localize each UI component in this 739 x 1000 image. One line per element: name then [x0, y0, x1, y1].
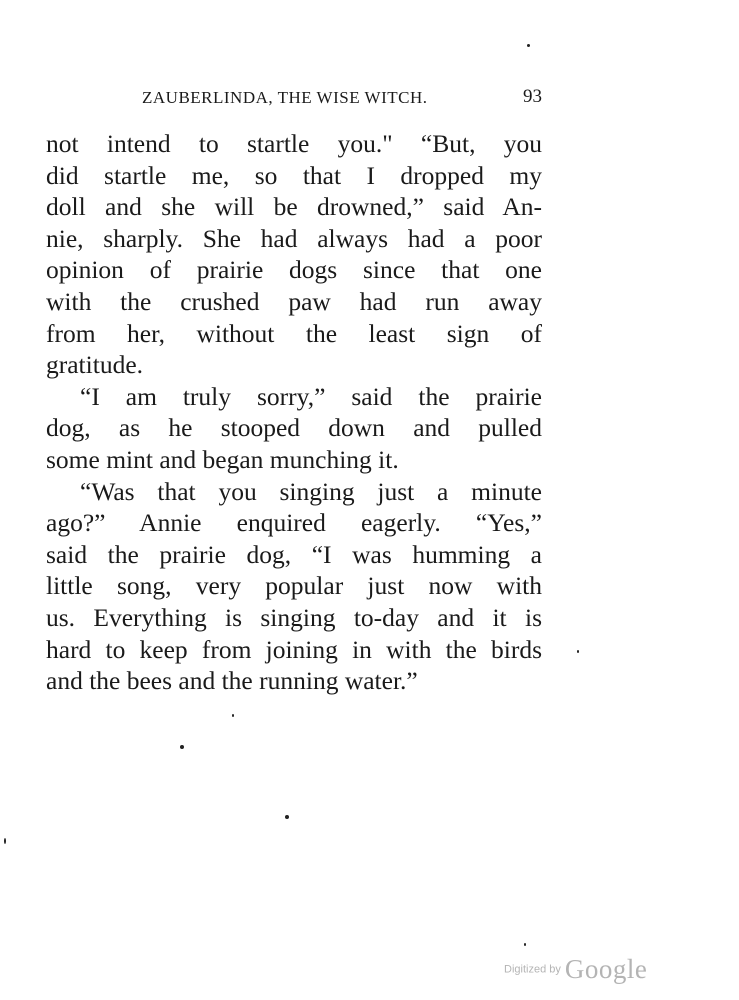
- running-title: ZAUBERLINDA, THE WISE WITCH.: [142, 88, 428, 107]
- text-line: “Was that you singing just a minute: [80, 476, 542, 506]
- text-line: with the crushed paw had run away: [46, 286, 542, 316]
- scan-speck: [285, 815, 289, 819]
- digitized-by-google-watermark: [504, 954, 664, 984]
- text-line: some mint and began munching it.: [46, 444, 399, 474]
- text-line: dog, as he stooped down and pulled: [46, 413, 542, 443]
- scan-speck: [4, 838, 6, 844]
- text-line: and the bees and the running water.”: [46, 666, 418, 696]
- text-line: gratitude.: [46, 350, 144, 380]
- text-line: hard to keep from joining in with the birds: [46, 634, 542, 664]
- scan-speck: [577, 650, 579, 653]
- body-text: [46, 128, 542, 697]
- scan-speck: [527, 44, 530, 47]
- page-number: 93: [523, 86, 542, 107]
- text-line: not intend to startle you." “But, you: [46, 129, 542, 158]
- scan-speck: [524, 943, 526, 946]
- running-head: [46, 84, 542, 114]
- text-line: from her, without the least sign of: [46, 318, 542, 348]
- text-line: “I am truly sorry,” said the prairie: [80, 381, 542, 411]
- text-line: said the prairie dog, “I was humming a: [46, 539, 542, 569]
- google-logo: Google: [564, 954, 648, 984]
- watermark-prefix: Digitized by: [504, 963, 561, 976]
- text-line: opinion of prairie dogs since that one: [46, 255, 542, 285]
- text-line: did startle me, so that I dropped my: [46, 160, 542, 190]
- scan-speck: [232, 714, 234, 717]
- text-line: doll and she will be drowned,” said An-: [46, 192, 542, 222]
- text-line: ago?” Annie enquired eagerly. “Yes,”: [46, 508, 542, 538]
- text-line: little song, very popular just now with: [46, 571, 542, 601]
- scan-speck: [180, 745, 184, 749]
- text-line: nie, sharply. She had always had a poor: [46, 223, 542, 253]
- text-line: us. Everything is singing to-day and it is: [46, 602, 542, 632]
